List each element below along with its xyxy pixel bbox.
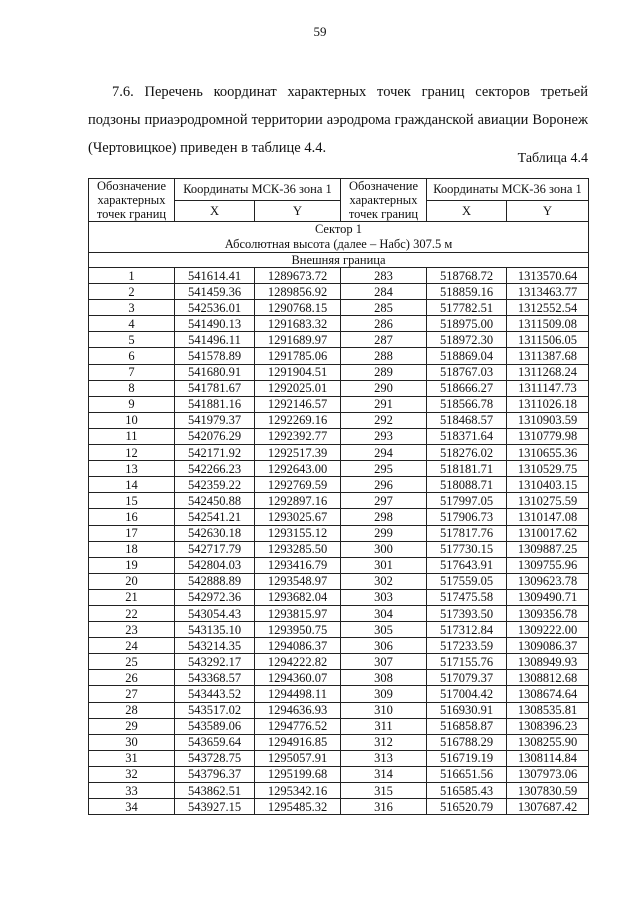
header-coords-label-2: Координаты МСК-36 зона 1 [427, 179, 589, 201]
coord-x-right: 518088.71 [427, 477, 507, 493]
coord-x-right: 516858.87 [427, 718, 507, 734]
point-number: 11 [89, 428, 175, 444]
coord-y-right: 1310779.98 [507, 428, 589, 444]
point-number: 34 [89, 799, 175, 815]
coord-y: 1292146.57 [255, 396, 341, 412]
point-number: 5 [89, 332, 175, 348]
coord-x-right: 517643.91 [427, 557, 507, 573]
point-number-right: 283 [341, 268, 427, 284]
coord-x: 543214.35 [175, 638, 255, 654]
coord-y-right: 1309490.71 [507, 589, 589, 605]
point-number-right: 315 [341, 783, 427, 799]
coord-x: 542076.29 [175, 428, 255, 444]
point-number-right: 296 [341, 477, 427, 493]
point-number-right: 302 [341, 573, 427, 589]
header-x: X [175, 200, 255, 222]
table-row [89, 638, 589, 654]
coord-x-right: 517817.76 [427, 525, 507, 541]
coord-y-right: 1307830.59 [507, 783, 589, 799]
coord-y-right: 1309086.37 [507, 638, 589, 654]
point-number-right: 312 [341, 734, 427, 750]
coord-x-right: 517004.42 [427, 686, 507, 702]
point-number-right: 285 [341, 300, 427, 316]
header-x-2: X [427, 200, 507, 222]
table-row [89, 445, 589, 461]
coord-y: 1293815.97 [255, 605, 341, 621]
coord-y: 1291785.06 [255, 348, 341, 364]
sector-title: Сектор 1 [314, 222, 363, 236]
coord-x: 541614.41 [175, 268, 255, 284]
coord-y-right: 1312552.54 [507, 300, 589, 316]
coord-y-right: 1310903.59 [507, 412, 589, 428]
coord-y-right: 1307687.42 [507, 799, 589, 815]
coord-y: 1292769.59 [255, 477, 341, 493]
coord-y: 1292643.00 [255, 461, 341, 477]
point-number: 18 [89, 541, 175, 557]
coord-x-right: 516520.79 [427, 799, 507, 815]
coord-y-right: 1309222.00 [507, 622, 589, 638]
coord-x-right: 517782.51 [427, 300, 507, 316]
point-number: 22 [89, 605, 175, 621]
coord-x: 543589.06 [175, 718, 255, 734]
table-row [89, 396, 589, 412]
point-number-right: 301 [341, 557, 427, 573]
coord-x-right: 518666.27 [427, 380, 507, 396]
table-row [89, 783, 589, 799]
point-number-right: 311 [341, 718, 427, 734]
table-row [89, 300, 589, 316]
point-number: 20 [89, 573, 175, 589]
coord-x: 541490.13 [175, 316, 255, 332]
coord-x: 542450.88 [175, 493, 255, 509]
coord-x-right: 518566.78 [427, 396, 507, 412]
point-number: 13 [89, 461, 175, 477]
point-number: 6 [89, 348, 175, 364]
header-point-label-2: Обозначение характерных точек границ [341, 179, 427, 222]
coord-x: 543796.37 [175, 766, 255, 782]
table-row [89, 525, 589, 541]
point-number: 3 [89, 300, 175, 316]
coord-x: 542888.89 [175, 573, 255, 589]
point-number: 19 [89, 557, 175, 573]
point-number: 2 [89, 284, 175, 300]
point-number-right: 288 [341, 348, 427, 364]
coord-x-right: 518371.64 [427, 428, 507, 444]
coord-y: 1293682.04 [255, 589, 341, 605]
coord-y: 1295342.16 [255, 783, 341, 799]
point-number-right: 286 [341, 316, 427, 332]
coord-x: 542171.92 [175, 445, 255, 461]
point-number-right: 293 [341, 428, 427, 444]
table-row [89, 654, 589, 670]
coord-y: 1294498.11 [255, 686, 341, 702]
point-number: 25 [89, 654, 175, 670]
coord-x-right: 517559.05 [427, 573, 507, 589]
coord-y: 1292897.16 [255, 493, 341, 509]
coord-y-right: 1313570.64 [507, 268, 589, 284]
point-number-right: 294 [341, 445, 427, 461]
coord-y: 1294776.52 [255, 718, 341, 734]
intro-paragraph [88, 78, 588, 162]
coord-x: 541578.89 [175, 348, 255, 364]
table-row [89, 493, 589, 509]
point-number: 1 [89, 268, 175, 284]
coord-x: 542266.23 [175, 461, 255, 477]
point-number-right: 300 [341, 541, 427, 557]
coord-y-right: 1308812.68 [507, 670, 589, 686]
header-point-label: Обозначение характерных точек границ [89, 179, 175, 222]
coord-x: 541781.67 [175, 380, 255, 396]
coord-x: 542541.21 [175, 509, 255, 525]
coord-x: 543728.75 [175, 750, 255, 766]
coord-x-right: 517233.59 [427, 638, 507, 654]
sector-heading [89, 222, 589, 253]
coord-x: 542536.01 [175, 300, 255, 316]
point-number: 33 [89, 783, 175, 799]
table-row [89, 750, 589, 766]
coord-x: 543054.43 [175, 605, 255, 621]
table-row [89, 332, 589, 348]
coord-y: 1294360.07 [255, 670, 341, 686]
table-row [89, 477, 589, 493]
coord-x-right: 518859.16 [427, 284, 507, 300]
point-number: 14 [89, 477, 175, 493]
point-number-right: 307 [341, 654, 427, 670]
coord-x: 541881.16 [175, 396, 255, 412]
coord-y: 1291904.51 [255, 364, 341, 380]
intro-text: 7.6. Перечень координат характерных точек границ секторов третьей подзоны приаэродромной территории аэродрома гражданской авиации Воронеж (Чертовицкое) приведен в таблице 4.4. [88, 84, 588, 156]
coord-y: 1293155.12 [255, 525, 341, 541]
point-number: 7 [89, 364, 175, 380]
coord-x: 543517.02 [175, 702, 255, 718]
coord-y-right: 1311506.05 [507, 332, 589, 348]
point-number-right: 316 [341, 799, 427, 815]
point-number: 10 [89, 412, 175, 428]
coord-y: 1295485.32 [255, 799, 341, 815]
coord-x-right: 518975.00 [427, 316, 507, 332]
table-row [89, 380, 589, 396]
point-number-right: 290 [341, 380, 427, 396]
coord-y-right: 1310403.15 [507, 477, 589, 493]
table-row [89, 268, 589, 284]
coord-x: 543292.17 [175, 654, 255, 670]
coord-x-right: 516930.91 [427, 702, 507, 718]
coord-y: 1293548.97 [255, 573, 341, 589]
point-number: 8 [89, 380, 175, 396]
coord-y-right: 1311268.24 [507, 364, 589, 380]
coord-y-right: 1310017.62 [507, 525, 589, 541]
coord-y-right: 1310275.59 [507, 493, 589, 509]
coord-y-right: 1308674.64 [507, 686, 589, 702]
table-row [89, 766, 589, 782]
point-number-right: 305 [341, 622, 427, 638]
coord-y: 1289856.92 [255, 284, 341, 300]
coord-x-right: 516585.43 [427, 783, 507, 799]
coord-y: 1293025.67 [255, 509, 341, 525]
point-number: 31 [89, 750, 175, 766]
coord-x-right: 517079.37 [427, 670, 507, 686]
table-row [89, 734, 589, 750]
point-number: 9 [89, 396, 175, 412]
point-number-right: 314 [341, 766, 427, 782]
point-number: 32 [89, 766, 175, 782]
coord-x-right: 517312.84 [427, 622, 507, 638]
point-number-right: 310 [341, 702, 427, 718]
table-row [89, 702, 589, 718]
coord-x: 542972.36 [175, 589, 255, 605]
point-number-right: 297 [341, 493, 427, 509]
coord-x: 541979.37 [175, 412, 255, 428]
header-y: Y [255, 200, 341, 222]
coord-y-right: 1311147.73 [507, 380, 589, 396]
coord-x: 543135.10 [175, 622, 255, 638]
coord-x-right: 517997.05 [427, 493, 507, 509]
header-y-2: Y [507, 200, 589, 222]
border-label: Внешняя граница [89, 253, 589, 268]
coord-y-right: 1310655.36 [507, 445, 589, 461]
coord-y-right: 1311509.08 [507, 316, 589, 332]
coord-y-right: 1308114.84 [507, 750, 589, 766]
point-number-right: 289 [341, 364, 427, 380]
coord-y: 1294636.93 [255, 702, 341, 718]
point-number-right: 298 [341, 509, 427, 525]
coord-y: 1292392.77 [255, 428, 341, 444]
point-number-right: 313 [341, 750, 427, 766]
point-number: 26 [89, 670, 175, 686]
coord-y-right: 1313463.77 [507, 284, 589, 300]
point-number-right: 303 [341, 589, 427, 605]
coord-x-right: 518468.57 [427, 412, 507, 428]
coord-y: 1295057.91 [255, 750, 341, 766]
coord-y-right: 1310529.75 [507, 461, 589, 477]
point-number: 23 [89, 622, 175, 638]
coord-x-right: 518972.30 [427, 332, 507, 348]
coord-x: 542359.22 [175, 477, 255, 493]
table-row [89, 718, 589, 734]
coord-x: 541459.36 [175, 284, 255, 300]
point-number: 24 [89, 638, 175, 654]
coord-x-right: 517155.76 [427, 654, 507, 670]
coord-y: 1293285.50 [255, 541, 341, 557]
point-number: 21 [89, 589, 175, 605]
point-number: 28 [89, 702, 175, 718]
coord-y: 1292025.01 [255, 380, 341, 396]
coord-x: 542717.79 [175, 541, 255, 557]
table-row [89, 316, 589, 332]
coord-y: 1292517.39 [255, 445, 341, 461]
point-number: 16 [89, 509, 175, 525]
coord-x: 543659.64 [175, 734, 255, 750]
coord-y: 1289673.72 [255, 268, 341, 284]
coord-x: 541496.11 [175, 332, 255, 348]
point-number: 30 [89, 734, 175, 750]
coord-x: 543927.15 [175, 799, 255, 815]
table-row [89, 541, 589, 557]
coord-x-right: 518869.04 [427, 348, 507, 364]
coord-y-right: 1309887.25 [507, 541, 589, 557]
coord-y-right: 1308255.90 [507, 734, 589, 750]
page-number: 59 [313, 24, 327, 39]
table-row [89, 799, 589, 815]
point-number-right: 304 [341, 605, 427, 621]
table-row [89, 686, 589, 702]
coord-y: 1294086.37 [255, 638, 341, 654]
coord-y: 1294916.85 [255, 734, 341, 750]
table-row [89, 622, 589, 638]
coord-y-right: 1309356.78 [507, 605, 589, 621]
coord-y: 1292269.16 [255, 412, 341, 428]
coordinates-table [88, 178, 589, 815]
coord-x-right: 517906.73 [427, 509, 507, 525]
point-number-right: 291 [341, 396, 427, 412]
coord-x: 543443.52 [175, 686, 255, 702]
coord-x-right: 516651.56 [427, 766, 507, 782]
point-number-right: 284 [341, 284, 427, 300]
point-number-right: 299 [341, 525, 427, 541]
coord-x-right: 516719.19 [427, 750, 507, 766]
coord-y-right: 1308535.81 [507, 702, 589, 718]
coord-x-right: 516788.29 [427, 734, 507, 750]
table-row [89, 557, 589, 573]
coord-y: 1290768.15 [255, 300, 341, 316]
coord-y: 1293416.79 [255, 557, 341, 573]
coord-y-right: 1311387.68 [507, 348, 589, 364]
coord-x: 543862.51 [175, 783, 255, 799]
coord-y: 1291689.97 [255, 332, 341, 348]
table-row [89, 284, 589, 300]
point-number-right: 292 [341, 412, 427, 428]
header-coords-label: Координаты МСК-36 зона 1 [175, 179, 341, 201]
table-row [89, 573, 589, 589]
coord-x: 541680.91 [175, 364, 255, 380]
coord-y-right: 1307973.06 [507, 766, 589, 782]
coord-y-right: 1311026.18 [507, 396, 589, 412]
point-number: 29 [89, 718, 175, 734]
coord-y: 1293950.75 [255, 622, 341, 638]
coord-x: 542804.03 [175, 557, 255, 573]
point-number-right: 308 [341, 670, 427, 686]
coord-y: 1295199.68 [255, 766, 341, 782]
sector-height: Абсолютная высота (далее – Набс) 307.5 м [224, 237, 453, 251]
point-number: 17 [89, 525, 175, 541]
table-caption: Таблица 4.4 [517, 151, 588, 166]
coord-y-right: 1309623.78 [507, 573, 589, 589]
coord-x-right: 518181.71 [427, 461, 507, 477]
coord-y-right: 1308396.23 [507, 718, 589, 734]
table-row [89, 364, 589, 380]
coord-x-right: 518767.03 [427, 364, 507, 380]
table-row [89, 670, 589, 686]
coord-y: 1294222.82 [255, 654, 341, 670]
point-number: 15 [89, 493, 175, 509]
coord-x-right: 518276.02 [427, 445, 507, 461]
coord-x: 543368.57 [175, 670, 255, 686]
point-number: 12 [89, 445, 175, 461]
table-row [89, 605, 589, 621]
table-row [89, 428, 589, 444]
coord-y-right: 1308949.93 [507, 654, 589, 670]
coord-y-right: 1309755.96 [507, 557, 589, 573]
coord-x-right: 518768.72 [427, 268, 507, 284]
point-number-right: 306 [341, 638, 427, 654]
coord-y-right: 1310147.08 [507, 509, 589, 525]
table-row [89, 589, 589, 605]
coord-y: 1291683.32 [255, 316, 341, 332]
table-row [89, 509, 589, 525]
coord-x: 542630.18 [175, 525, 255, 541]
coord-x-right: 517393.50 [427, 605, 507, 621]
coord-x-right: 517475.58 [427, 589, 507, 605]
table-row [89, 412, 589, 428]
point-number: 4 [89, 316, 175, 332]
point-number-right: 309 [341, 686, 427, 702]
point-number-right: 287 [341, 332, 427, 348]
point-number-right: 295 [341, 461, 427, 477]
point-number: 27 [89, 686, 175, 702]
coord-x-right: 517730.15 [427, 541, 507, 557]
table-row [89, 461, 589, 477]
table-row [89, 348, 589, 364]
